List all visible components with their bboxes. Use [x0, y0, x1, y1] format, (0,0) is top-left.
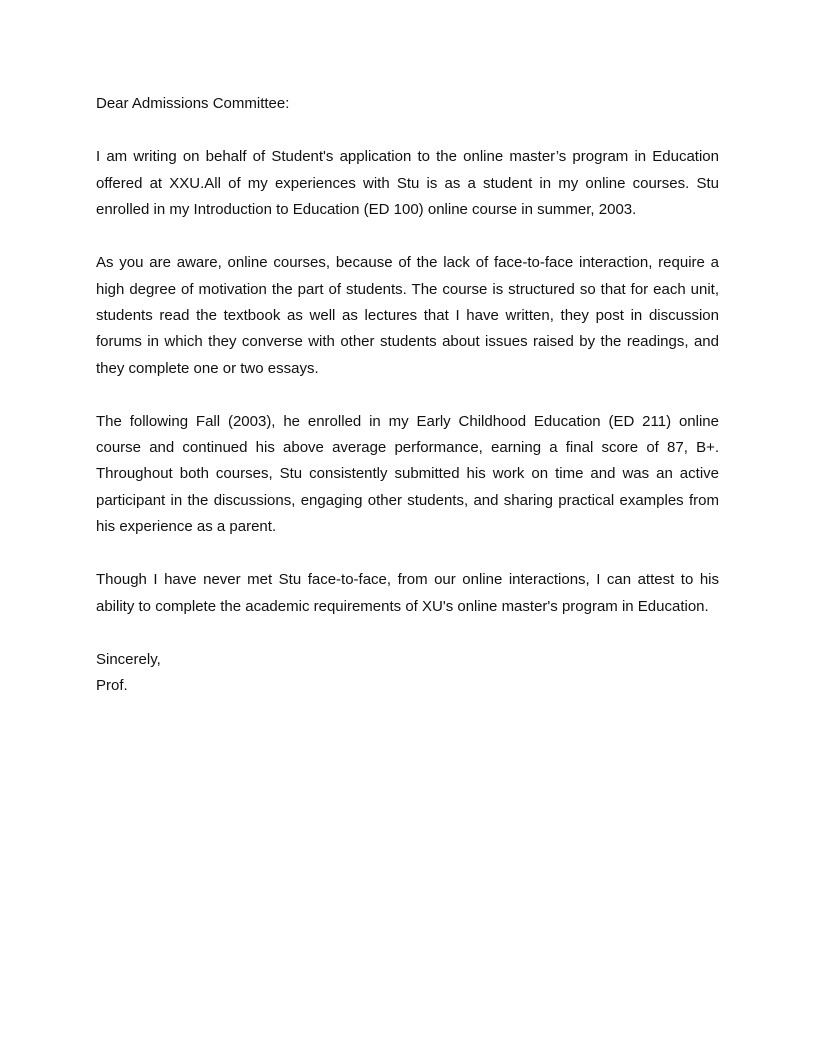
letter-body [96, 91, 719, 699]
signature: Prof. [96, 676, 128, 694]
paragraph-performance: The following Fall (2003), he enrolled in my Early Childhood Education (ED 211) online course and continued his above average performance, earning a final score of 87, B+. Throughout both courses, Stu consistently submitted his work on time and was an active participant in the discussions, engaging other students, and sharing practical examples from his experience as a parent. [96, 412, 719, 536]
closing: Sincerely, [96, 650, 161, 668]
paragraph-intro: I am writing on behalf of Student's application to the online master’s program in Education offered at XXU.All of my experiences with Stu is as a student in my online courses. Stu enrolled in my Introduction to Education (ED 100) online course in summer, 2003. [96, 148, 719, 219]
paragraph-course-structure: As you are aware, online courses, because of the lack of face-to-face interaction, require a high degree of motivation the part of students. The course is structured so that for each unit, students read the textbook as well as lectures that I have written, they post in discussion forums in which they converse with other students about issues raised by the readings, and they complete one or two essays. [96, 254, 719, 377]
salutation: Dear Admissions Committee: [96, 95, 290, 112]
paragraph-conclusion: Though I have never met Stu face-to-face, from our online interactions, I can attest to his ability to complete the academic requirements of XU's online master's program in Education. [96, 571, 719, 615]
